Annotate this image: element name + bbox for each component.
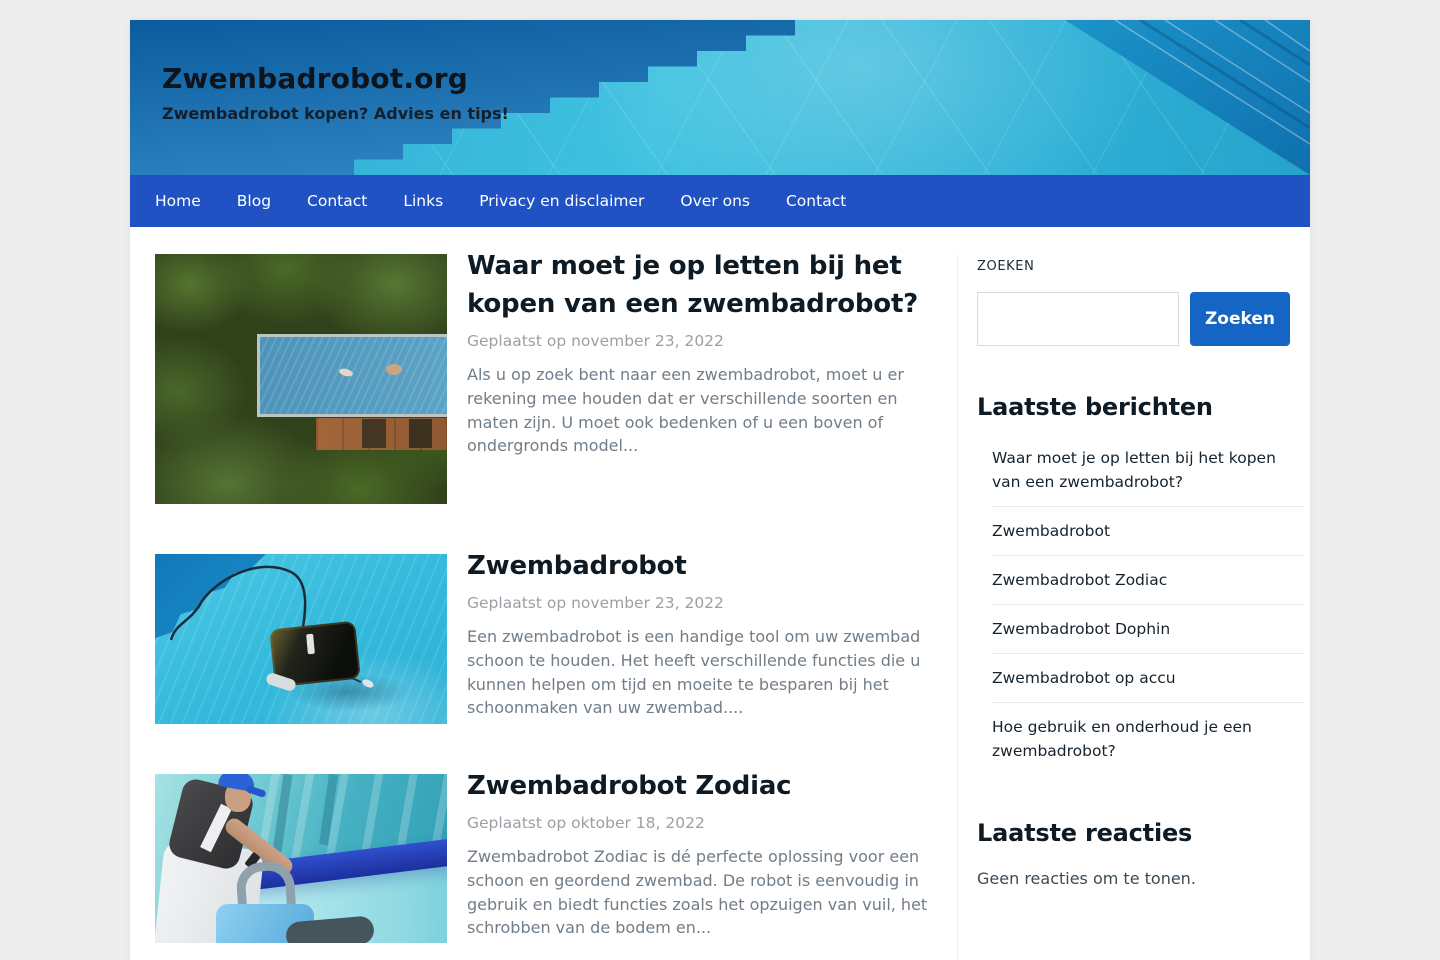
- deck-bench-shape: [362, 419, 385, 448]
- header-hero-image: [130, 20, 1310, 175]
- recent-post-link[interactable]: Zwembadrobot Dophin: [992, 605, 1304, 654]
- nav-link-contact-2[interactable]: Contact: [785, 192, 847, 210]
- site-branding: [162, 62, 509, 123]
- search-widget: [977, 292, 1304, 346]
- nav-link-contact[interactable]: Contact: [307, 192, 368, 210]
- recent-post-link[interactable]: Zwembadrobot op accu: [992, 654, 1304, 703]
- post-card: [155, 551, 937, 724]
- post-card: [155, 771, 937, 943]
- recent-post-link[interactable]: Zwembadrobot Zodiac: [992, 556, 1304, 605]
- search-button[interactable]: Zoeken: [1190, 292, 1290, 346]
- search-widget-label: ZOEKEN: [977, 259, 1035, 274]
- site-title[interactable]: Zwembadrobot.org: [162, 62, 468, 95]
- nav-link-home[interactable]: Home: [155, 192, 201, 210]
- recent-posts-list: [992, 434, 1304, 775]
- recent-comments-heading: Laatste reacties: [977, 819, 1193, 848]
- post-meta: Geplaatst op november 23, 2022: [467, 332, 724, 351]
- nav-link-over-ons[interactable]: Over ons: [680, 192, 750, 210]
- post-meta: Geplaatst op oktober 18, 2022: [467, 814, 705, 833]
- deck-bench-shape: [409, 419, 432, 448]
- post-list: [155, 251, 937, 960]
- post-excerpt: Als u op zoek bent naar een zwembadrobot, moet u er rekening mee houden dat er verschillende soorten en maten zijn. U moet ook bedenken of u een boven of ondergronds model...: [467, 365, 904, 456]
- post-title[interactable]: Zwembadrobot Zodiac: [467, 771, 792, 801]
- pool-technician-photo[interactable]: [155, 774, 447, 943]
- main-navigation: [130, 175, 1310, 227]
- robot-handle-shape: [306, 634, 315, 655]
- post-text: [467, 551, 937, 724]
- post-text: [467, 251, 937, 504]
- page-container: [130, 20, 1310, 960]
- post-meta: Geplaatst op november 23, 2022: [467, 594, 724, 613]
- search-input[interactable]: [977, 292, 1179, 346]
- post-title[interactable]: Zwembadrobot: [467, 551, 687, 581]
- nav-link-privacy[interactable]: Privacy en disclaimer: [479, 192, 645, 210]
- aerial-pool-garden-photo[interactable]: [155, 254, 447, 504]
- pool-robot-underwater-photo[interactable]: [155, 554, 447, 724]
- recent-posts-heading: Laatste berichten: [977, 393, 1213, 421]
- post-text: [467, 771, 937, 943]
- nav-link-blog[interactable]: Blog: [236, 192, 272, 210]
- post-excerpt: Een zwembadrobot is een handige tool om uw zwembad schoon te houden. Het heeft verschillende functies die u kunnen helpen om tijd en moeite te besparen bij het schoonmaken van uw zwembad....: [467, 627, 921, 718]
- post-title[interactable]: Waar moet je op letten bij het kopen van een zwembadrobot?: [467, 251, 919, 320]
- post-card: [155, 251, 937, 504]
- recent-post-link[interactable]: Hoe gebruik en onderhoud je een zwembadrobot?: [992, 718, 1252, 761]
- swimmer-shape: [386, 364, 402, 375]
- content-area: [130, 227, 1310, 960]
- nav-link-links[interactable]: Links: [403, 192, 444, 210]
- sidebar: [957, 254, 1310, 960]
- site-tagline: Zwembadrobot kopen? Advies en tips!: [162, 104, 509, 123]
- recent-post-link[interactable]: Zwembadrobot: [992, 507, 1304, 556]
- no-comments-text: Geen reacties om te tonen.: [977, 869, 1196, 889]
- post-excerpt: Zwembadrobot Zodiac is dé perfecte oplossing voor een schoon en geordend zwembad. De robot is eenvoudig in gebruik en biedt functies zoals het opzuigen van vuil, het schrobben van de bodem en...: [467, 847, 928, 938]
- recent-post-link[interactable]: Waar moet je op letten bij het kopen van een zwembadrobot?: [992, 434, 1304, 507]
